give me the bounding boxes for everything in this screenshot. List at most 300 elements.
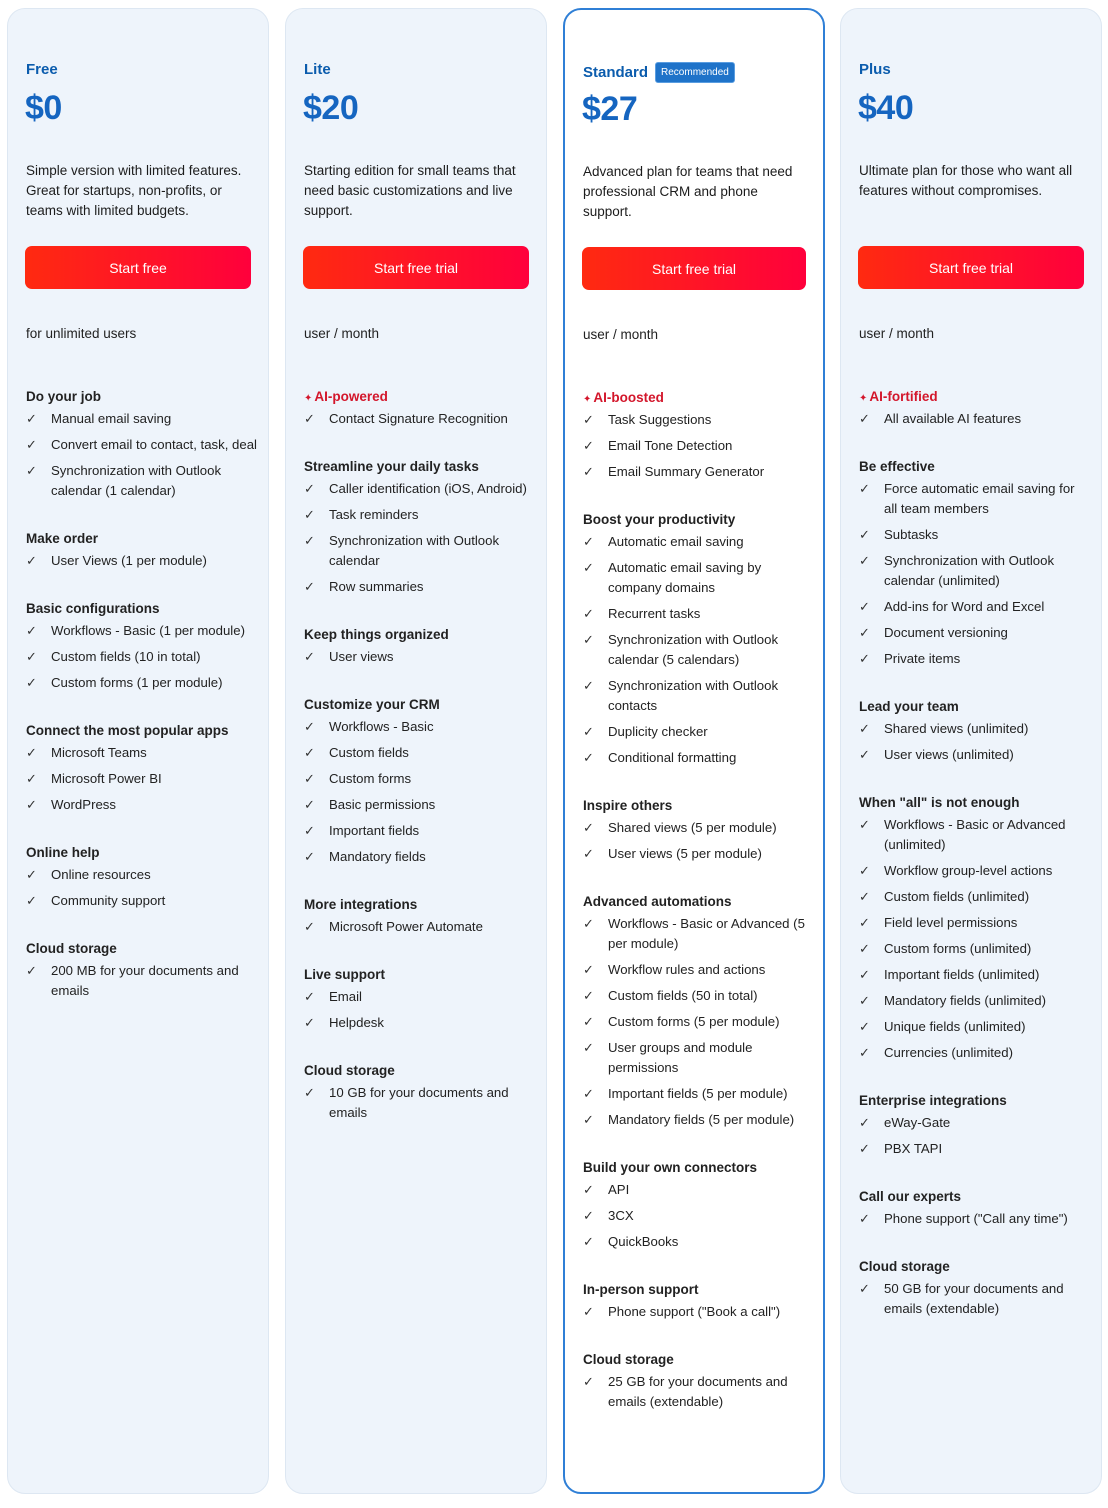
feature-group-title (304, 695, 536, 715)
feature-item (583, 844, 813, 864)
checkmark-icon: ✓ (859, 1045, 870, 1060)
feature-item-label: User Views (1 per module) (51, 553, 207, 568)
checkmark-icon: ✓ (304, 745, 315, 760)
feature-group (583, 1158, 813, 1252)
start-free-trial-button[interactable]: Start free trial (582, 247, 806, 290)
feature-group-label: When "all" is not enough (859, 795, 1020, 810)
feature-item (26, 435, 258, 455)
feature-group (26, 529, 258, 571)
feature-item-label: User groups and module permissions (608, 1040, 753, 1075)
feature-item-label: Phone support ("Call any time") (884, 1211, 1068, 1226)
feature-group-title (859, 1257, 1091, 1277)
plan-price: $20 (303, 89, 359, 127)
feature-list (26, 387, 258, 1029)
checkmark-icon: ✓ (304, 1085, 315, 1100)
feature-item-label: Duplicity checker (608, 724, 708, 739)
feature-group (583, 892, 813, 1130)
checkmark-icon: ✓ (304, 849, 315, 864)
plan-header (304, 61, 331, 78)
feature-item-label: Workflows - Basic or Advanced (unlimited) (884, 817, 1066, 852)
feature-group-label: Lead your team (859, 699, 959, 714)
feature-group-title (26, 721, 258, 741)
checkmark-icon: ✓ (859, 721, 870, 736)
feature-item (304, 717, 536, 737)
feature-item (583, 1110, 813, 1130)
plan-card-standard (563, 8, 825, 1494)
checkmark-icon: ✓ (859, 863, 870, 878)
feature-item (304, 479, 536, 499)
feature-item-label: Important fields (unlimited) (884, 967, 1040, 982)
feature-item-label: Synchronization with Outlook calendar (unlimited) (884, 553, 1055, 588)
feature-item-label: Task Suggestions (608, 412, 712, 427)
checkmark-icon: ✓ (583, 560, 594, 575)
feature-item (583, 1180, 813, 1200)
feature-item-label: Automatic email saving (608, 534, 744, 549)
feature-item-label: Workflows - Basic (329, 719, 434, 734)
feature-group-label: Cloud storage (583, 1352, 674, 1367)
checkmark-icon: ✓ (26, 867, 37, 882)
feature-item-label: Currencies (unlimited) (884, 1045, 1013, 1060)
feature-item-label: Workflow rules and actions (608, 962, 766, 977)
feature-item-label: Custom forms (5 per module) (608, 1014, 780, 1029)
feature-group (304, 625, 536, 667)
feature-item (304, 1013, 536, 1033)
feature-group-title (304, 457, 536, 477)
plan-header (26, 61, 58, 78)
feature-item (583, 986, 813, 1006)
checkmark-icon: ✓ (859, 1141, 870, 1156)
checkmark-icon: ✓ (583, 438, 594, 453)
checkmark-icon: ✓ (26, 745, 37, 760)
feature-item-label: User views (unlimited) (884, 747, 1014, 762)
feature-item-label: API (608, 1182, 630, 1197)
feature-item (859, 623, 1091, 643)
feature-item (583, 818, 813, 838)
feature-item (26, 461, 258, 501)
checkmark-icon: ✓ (583, 724, 594, 739)
feature-group (859, 387, 1091, 429)
feature-item (26, 961, 258, 1001)
feature-item-label: Custom forms (1 per module) (51, 675, 223, 690)
feature-item (304, 987, 536, 1007)
plan-name: Free (26, 61, 58, 78)
checkmark-icon: ✓ (26, 623, 37, 638)
feature-item-label: Conditional formatting (608, 750, 737, 765)
feature-group-title (859, 1187, 1091, 1207)
feature-item (859, 1209, 1091, 1229)
checkmark-icon: ✓ (583, 1304, 594, 1319)
feature-item (583, 960, 813, 980)
feature-item-label: Synchronization with Outlook contacts (608, 678, 779, 713)
feature-list (304, 387, 536, 1151)
checkmark-icon: ✓ (583, 464, 594, 479)
feature-group-title (583, 1158, 813, 1178)
feature-group-title (583, 892, 813, 912)
feature-group-label: Streamline your daily tasks (304, 459, 479, 474)
feature-list (859, 387, 1091, 1347)
feature-group (583, 796, 813, 864)
plan-name: Plus (859, 61, 891, 78)
feature-group-title (26, 599, 258, 619)
feature-item-label: Unique fields (unlimited) (884, 1019, 1026, 1034)
feature-item-label: Microsoft Power BI (51, 771, 162, 786)
feature-group-title (583, 1350, 813, 1370)
feature-group-label: In-person support (583, 1282, 699, 1297)
feature-group-label: Cloud storage (859, 1259, 950, 1274)
feature-item-label: Workflows - Basic or Advanced (5 per module) (608, 916, 805, 951)
feature-item-label: Custom fields (50 in total) (608, 988, 758, 1003)
feature-item-label: Convert email to contact, task, deal (51, 437, 257, 452)
feature-item-label: QuickBooks (608, 1234, 679, 1249)
feature-group (26, 939, 258, 1001)
feature-group-label: Be effective (859, 459, 935, 474)
checkmark-icon: ✓ (583, 846, 594, 861)
ai-group-title (304, 387, 536, 407)
ai-group-title (859, 387, 1091, 407)
feature-item-label: All available AI features (884, 411, 1022, 426)
feature-group (859, 457, 1091, 669)
plan-header (859, 61, 891, 78)
feature-group-label: Build your own connectors (583, 1160, 758, 1175)
checkmark-icon: ✓ (26, 411, 37, 426)
feature-item (26, 891, 258, 911)
feature-item (583, 558, 813, 598)
checkmark-icon: ✓ (26, 893, 37, 908)
feature-group-label: Advanced automations (583, 894, 732, 909)
feature-item-label: Shared views (unlimited) (884, 721, 1029, 736)
feature-group-title (859, 1091, 1091, 1111)
feature-item (859, 649, 1091, 669)
feature-item (26, 769, 258, 789)
feature-item-label: PBX TAPI (884, 1141, 943, 1156)
feature-group (304, 457, 536, 597)
feature-item (583, 914, 813, 954)
feature-item-label: Mandatory fields (unlimited) (884, 993, 1046, 1008)
checkmark-icon: ✓ (583, 1182, 594, 1197)
feature-group-title (26, 529, 258, 549)
feature-group-title (583, 796, 813, 816)
checkmark-icon: ✓ (859, 1019, 870, 1034)
price-unit: user / month (304, 326, 380, 341)
feature-group-title (26, 939, 258, 959)
feature-item-label: Custom fields (10 in total) (51, 649, 201, 664)
feature-item (859, 1279, 1091, 1319)
feature-group-label: Boost your productivity (583, 512, 736, 527)
checkmark-icon: ✓ (304, 533, 315, 548)
checkmark-icon: ✓ (583, 412, 594, 427)
feature-group-label: Enterprise integrations (859, 1093, 1007, 1108)
feature-item-label: 10 GB for your documents and emails (329, 1085, 509, 1120)
checkmark-icon: ✓ (304, 823, 315, 838)
feature-group (859, 697, 1091, 765)
feature-group-label: Make order (26, 531, 99, 546)
feature-item (583, 462, 813, 482)
feature-group (583, 1350, 813, 1412)
feature-item (583, 630, 813, 670)
feature-item (26, 551, 258, 571)
feature-group (26, 599, 258, 693)
plan-price: $40 (858, 89, 914, 127)
feature-item (583, 722, 813, 742)
plan-price: $27 (582, 90, 638, 128)
feature-group-title (304, 965, 536, 985)
feature-group-label: AI-powered (314, 389, 388, 404)
feature-item-label: Email (329, 989, 362, 1004)
feature-item-label: Private items (884, 651, 961, 666)
feature-item (583, 1302, 813, 1322)
checkmark-icon: ✓ (583, 1086, 594, 1101)
feature-item-label: Community support (51, 893, 166, 908)
checkmark-icon: ✓ (583, 632, 594, 647)
checkmark-icon: ✓ (859, 481, 870, 496)
feature-item (583, 1372, 813, 1412)
feature-group (304, 895, 536, 937)
checkmark-icon: ✓ (26, 963, 37, 978)
feature-item (859, 409, 1091, 429)
feature-group (583, 510, 813, 768)
plan-description: Advanced plan for teams that need professional CRM and phone support. (583, 164, 793, 219)
feature-item-label: Synchronization with Outlook calendar (5 calendars) (608, 632, 779, 667)
feature-group-title (859, 697, 1091, 717)
feature-item-label: Custom fields (329, 745, 409, 760)
checkmark-icon: ✓ (859, 967, 870, 982)
feature-group-title (304, 1061, 536, 1081)
feature-item-label: 25 GB for your documents and emails (extendable) (608, 1374, 788, 1409)
feature-item (583, 1038, 813, 1078)
feature-item-label: Custom forms (unlimited) (884, 941, 1032, 956)
feature-item-label: Important fields (329, 823, 420, 838)
feature-item (859, 965, 1091, 985)
feature-group-title (583, 1280, 813, 1300)
checkmark-icon: ✓ (26, 463, 37, 478)
feature-group-title (304, 895, 536, 915)
plan-price: $0 (25, 89, 62, 127)
feature-item (859, 887, 1091, 907)
feature-item-label: User views (5 per module) (608, 846, 762, 861)
feature-item-label: Automatic email saving by company domains (608, 560, 762, 595)
feature-item-label: Force automatic email saving for all team members (884, 481, 1075, 516)
checkmark-icon: ✓ (304, 411, 315, 426)
feature-item (304, 1083, 536, 1123)
feature-item (859, 939, 1091, 959)
feature-group-label: Keep things organized (304, 627, 449, 642)
feature-item (859, 913, 1091, 933)
checkmark-icon: ✓ (304, 1015, 315, 1030)
feature-group (304, 1061, 536, 1123)
checkmark-icon: ✓ (304, 481, 315, 496)
feature-item (859, 745, 1091, 765)
feature-item (859, 1017, 1091, 1037)
checkmark-icon: ✓ (26, 649, 37, 664)
feature-item-label: Email Tone Detection (608, 438, 733, 453)
plan-card-plus (840, 8, 1102, 1494)
checkmark-icon: ✓ (859, 817, 870, 832)
feature-item-label: Basic permissions (329, 797, 436, 812)
feature-item (583, 436, 813, 456)
checkmark-icon: ✓ (583, 1014, 594, 1029)
checkmark-icon: ✓ (583, 1112, 594, 1127)
feature-item-label: Custom fields (unlimited) (884, 889, 1030, 904)
feature-item (583, 410, 813, 430)
feature-item-label: Shared views (5 per module) (608, 820, 777, 835)
feature-item (583, 1012, 813, 1032)
feature-group-title (26, 843, 258, 863)
checkmark-icon: ✓ (859, 1211, 870, 1226)
sparkle-icon: ✦ (859, 393, 868, 404)
feature-item-label: Microsoft Teams (51, 745, 147, 760)
checkmark-icon: ✓ (859, 993, 870, 1008)
checkmark-icon: ✓ (304, 507, 315, 522)
feature-item (859, 525, 1091, 545)
checkmark-icon: ✓ (304, 719, 315, 734)
feature-item-label: Synchronization with Outlook calendar (329, 533, 500, 568)
feature-item-label: Online resources (51, 867, 151, 882)
feature-item (304, 647, 536, 667)
feature-item (26, 795, 258, 815)
feature-group (859, 1187, 1091, 1229)
feature-group-label: Basic configurations (26, 601, 160, 616)
feature-item (859, 597, 1091, 617)
feature-item (583, 532, 813, 552)
recommended-badge: Recommended (655, 62, 735, 83)
checkmark-icon: ✓ (859, 553, 870, 568)
feature-group (26, 387, 258, 501)
checkmark-icon: ✓ (26, 675, 37, 690)
feature-item-label: Microsoft Power Automate (329, 919, 483, 934)
feature-group (26, 843, 258, 911)
plan-description: Simple version with limited features. Great for startups, non-profits, or teams with limited budgets. (26, 163, 242, 218)
feature-item-label: Manual email saving (51, 411, 172, 426)
feature-item (304, 409, 536, 429)
checkmark-icon: ✓ (583, 534, 594, 549)
checkmark-icon: ✓ (304, 919, 315, 934)
feature-item-label: Important fields (5 per module) (608, 1086, 788, 1101)
checkmark-icon: ✓ (304, 579, 315, 594)
feature-item-label: Mandatory fields (5 per module) (608, 1112, 795, 1127)
feature-item-label: Email Summary Generator (608, 464, 765, 479)
feature-group (304, 387, 536, 429)
feature-item (304, 769, 536, 789)
feature-item-label: Synchronization with Outlook calendar (1 calendar) (51, 463, 222, 498)
feature-item (859, 479, 1091, 519)
feature-item-label: Workflows - Basic (1 per module) (51, 623, 245, 638)
feature-item (583, 676, 813, 716)
checkmark-icon: ✓ (859, 747, 870, 762)
feature-item (859, 1043, 1091, 1063)
plan-description: Ultimate plan for those who want all features without compromises. (859, 163, 1073, 198)
feature-item-label: User views (329, 649, 394, 664)
checkmark-icon: ✓ (304, 797, 315, 812)
feature-group-label: Live support (304, 967, 386, 982)
ai-group-title (583, 388, 813, 408)
checkmark-icon: ✓ (304, 989, 315, 1004)
checkmark-icon: ✓ (859, 1281, 870, 1296)
checkmark-icon: ✓ (583, 606, 594, 621)
feature-item (859, 1113, 1091, 1133)
plan-card-free (7, 8, 269, 1494)
plan-name: Standard (583, 64, 649, 81)
feature-item-label: Document versioning (884, 625, 1008, 640)
checkmark-icon: ✓ (583, 916, 594, 931)
checkmark-icon: ✓ (26, 771, 37, 786)
feature-item (26, 647, 258, 667)
feature-item (26, 621, 258, 641)
feature-item-label: Workflow group-level actions (884, 863, 1053, 878)
feature-group-title (859, 457, 1091, 477)
feature-group-label: More integrations (304, 897, 418, 912)
feature-item (304, 795, 536, 815)
feature-item (583, 1206, 813, 1226)
feature-item (304, 531, 536, 571)
feature-item (859, 861, 1091, 881)
checkmark-icon: ✓ (859, 915, 870, 930)
feature-group (304, 695, 536, 867)
feature-group-label: Cloud storage (26, 941, 117, 956)
checkmark-icon: ✓ (583, 988, 594, 1003)
start-free-trial-button[interactable]: Start free trial (858, 246, 1084, 289)
feature-item (304, 505, 536, 525)
feature-group-label: Online help (26, 845, 100, 860)
start-free-button[interactable]: Start free (25, 246, 251, 289)
start-free-trial-button[interactable]: Start free trial (303, 246, 529, 289)
feature-item (583, 604, 813, 624)
feature-item (304, 743, 536, 763)
feature-group-label: AI-fortified (869, 389, 938, 404)
feature-item-label: Phone support ("Book a call") (608, 1304, 781, 1319)
feature-item-label: WordPress (51, 797, 116, 812)
checkmark-icon: ✓ (26, 553, 37, 568)
checkmark-icon: ✓ (859, 1115, 870, 1130)
checkmark-icon: ✓ (859, 411, 870, 426)
feature-group (304, 965, 536, 1033)
feature-item-label: Row summaries (329, 579, 424, 594)
checkmark-icon: ✓ (859, 599, 870, 614)
checkmark-icon: ✓ (583, 962, 594, 977)
feature-item (26, 673, 258, 693)
feature-item-label: 3CX (608, 1208, 634, 1223)
checkmark-icon: ✓ (26, 797, 37, 812)
feature-item (304, 821, 536, 841)
feature-group (859, 1257, 1091, 1319)
feature-item (583, 1084, 813, 1104)
feature-item (26, 743, 258, 763)
feature-item-label: Subtasks (884, 527, 939, 542)
feature-item-label: eWay-Gate (884, 1115, 951, 1130)
feature-group (583, 388, 813, 482)
feature-item-label: Task reminders (329, 507, 419, 522)
plan-name: Lite (304, 61, 331, 78)
checkmark-icon: ✓ (859, 651, 870, 666)
checkmark-icon: ✓ (583, 678, 594, 693)
checkmark-icon: ✓ (304, 771, 315, 786)
sparkle-icon: ✦ (304, 393, 313, 404)
feature-item-label: Custom forms (329, 771, 412, 786)
feature-item (26, 865, 258, 885)
checkmark-icon: ✓ (859, 527, 870, 542)
feature-group (859, 793, 1091, 1063)
price-unit: for unlimited users (26, 326, 137, 341)
feature-item (859, 719, 1091, 739)
feature-item (583, 1232, 813, 1252)
feature-group-title (859, 793, 1091, 813)
feature-item (859, 991, 1091, 1011)
feature-item-label: Contact Signature Recognition (329, 411, 508, 426)
price-unit: user / month (583, 327, 659, 342)
feature-item (859, 1139, 1091, 1159)
feature-group-label: AI-boosted (593, 390, 664, 405)
feature-group-label: Inspire others (583, 798, 673, 813)
feature-item (859, 815, 1091, 855)
